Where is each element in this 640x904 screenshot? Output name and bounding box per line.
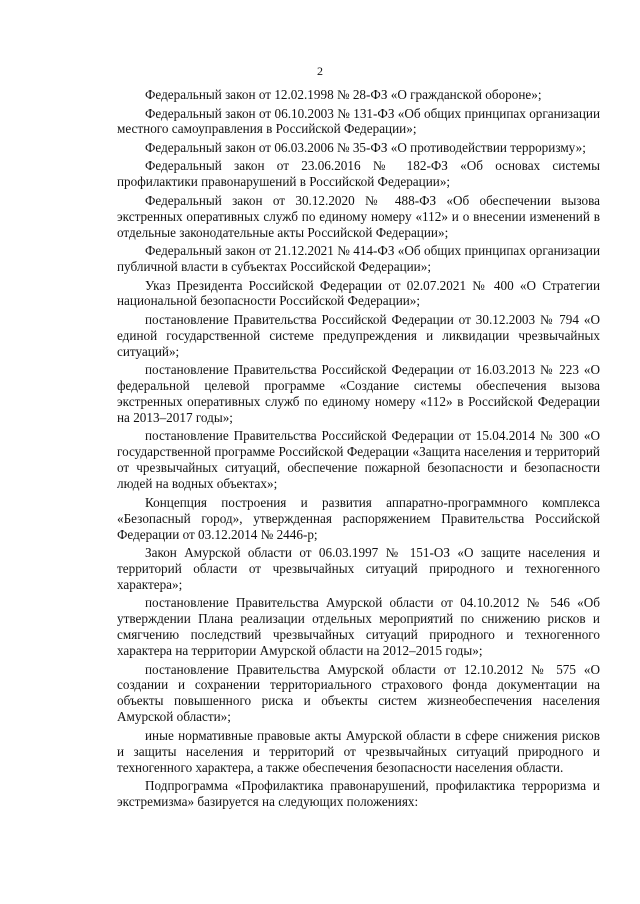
paragraph-12: Закон Амурской области от 06.03.1997 № 151-ОЗ «О защите населения и территорий области от чрезвычайных ситуаций природного и техногенного характера»;	[117, 545, 600, 592]
paragraph-15: иные нормативные правовые акты Амурской области в сфере снижения рисков и защиты населения и территорий от чрезвычайных ситуаций природного и техногенного характера, а также обеспечения безопасности населения области.	[117, 727, 600, 775]
paragraph-11: Концепция построения и развития аппаратно-программного комплекса «Безопасный город», утвержденная распоряжением Правительства Российской Федерации от 03.12.2014 № 2446-р;	[117, 494, 600, 542]
paragraph-3: Федеральный закон от 06.03.2006 № 35-ФЗ «О противодействии терроризму»;	[145, 139, 586, 155]
paragraph-9: постановление Правительства Российской Федерации от 16.03.2013 № 223 «О федеральной целевой программе «Создание системы обеспечения вызова экстренных оперативных служб по единому номеру «112» в Российской Федерации на 2013–2017 годы»;	[117, 362, 600, 425]
paragraph-7: Указ Президента Российской Федерации от 02.07.2021 № 400 «О Стратегии национальной безопасности Российской Федерации»;	[117, 277, 600, 309]
document-body	[117, 87, 600, 812]
page-number: 2	[317, 64, 323, 78]
paragraph-10: постановление Правительства Российской Федерации от 15.04.2014 № 300 «О государственной программе Российской Федерации «Защита населения и территорий от чрезвычайных ситуаций, обеспечение пожарной безопасности и безопасности людей на водных объектах»;	[117, 428, 600, 492]
paragraph-1: Федеральный закон от 12.02.1998 № 28-ФЗ «О гражданской обороне»;	[145, 87, 542, 102]
paragraph-13: постановление Правительства Амурской области от 04.10.2012 № 546 «Об утверждении Плана реализации отдельных мероприятий по снижению рисков и смягчению последствий чрезвычайных ситуаций природного и техногенного характера на территории Амурской области на 2012–2015 годы»;	[117, 595, 600, 659]
paragraph-2: Федеральный закон от 06.10.2003 № 131-ФЗ «Об общих принципах организации местного самоуправления в Российской Федерации»;	[117, 105, 600, 137]
paragraph-8: постановление Правительства Российской Федерации от 30.12.2003 № 794 «О единой государственной системе предупреждения и ликвидации чрезвычайных ситуаций»;	[117, 311, 600, 359]
paragraph-6: Федеральный закон от 21.12.2021 № 414-ФЗ «Об общих принципах организации публичной власти в субъектах Российской Федерации»;	[117, 243, 600, 275]
paragraph-5: Федеральный закон от 30.12.2020 № 488-ФЗ «Об обеспечении вызова экстренных оперативных служб по единому номеру «112» и о внесении изменений в отдельные законодательные акты Российской Федерации»;	[117, 192, 600, 240]
paragraph-4: Федеральный закон от 23.06.2016 № 182-ФЗ «Об основах системы профилактики правонарушений в Российской Федерации»;	[117, 158, 600, 190]
paragraph-16: Подпрограмма «Профилактика правонарушений, профилактика терроризма и экстремизма» базируется на следующих положениях:	[117, 778, 600, 809]
paragraph-14: постановление Правительства Амурской области от 12.10.2012 № 575 «О создании и сохранении территориального страхового фонда документации на объекты повышенного риска и объекты систем жизнеобеспечения населения Амурской области»;	[117, 661, 600, 725]
